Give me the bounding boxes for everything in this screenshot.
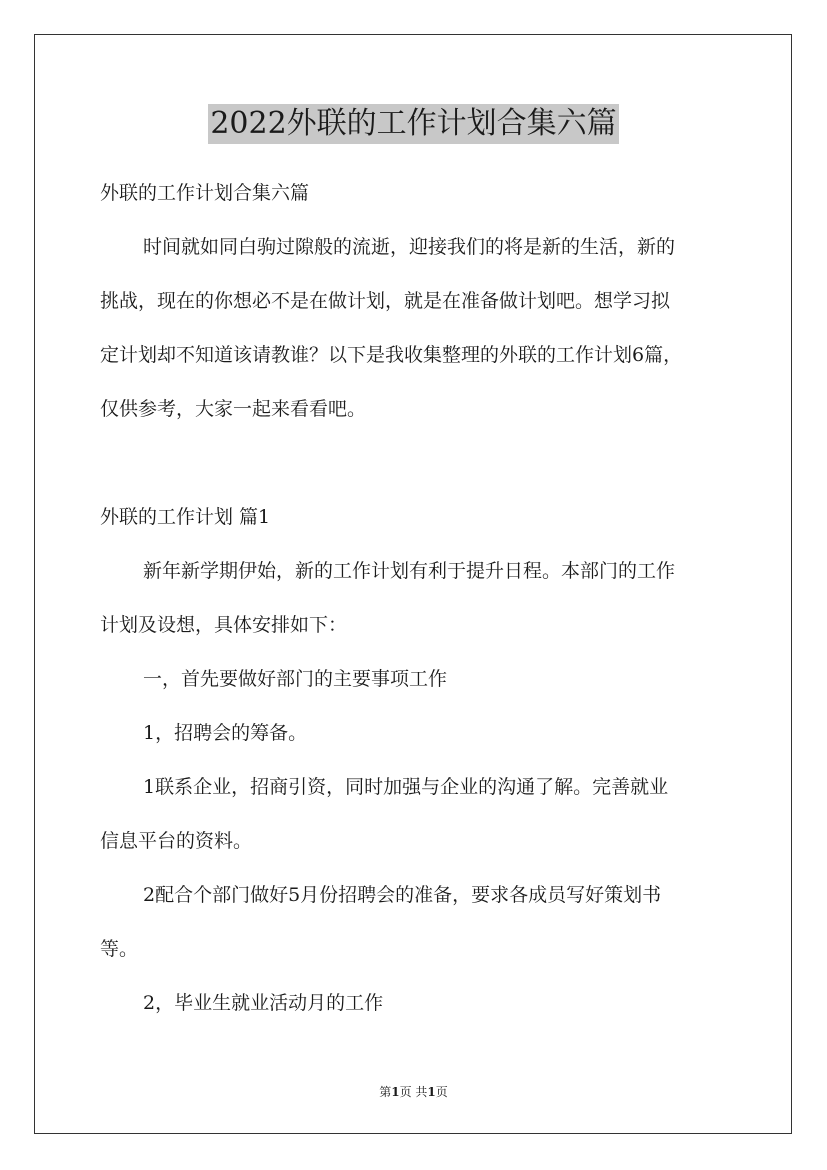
paragraph-line: 2，毕业生就业活动月的工作 <box>143 992 384 1014</box>
section-heading: 外联的工作计划 篇1 <box>100 506 271 528</box>
page-footer <box>0 1084 827 1100</box>
paragraph-line: 时间就如同白驹过隙般的流逝，迎接我们的将是新的生活，新的 <box>143 236 676 258</box>
paragraph-line: 新年新学期伊始，新的工作计划有利于提升日程。本部门的工作 <box>143 560 676 582</box>
paragraph-line: 信息平台的资料。 <box>100 830 253 852</box>
paragraph-line: 一，首先要做好部门的主要事项工作 <box>143 668 448 690</box>
footer-page-suffix: 页 <box>435 1085 448 1099</box>
footer-page-total: 1 <box>427 1085 436 1099</box>
subtitle-line: 外联的工作计划合集六篇 <box>100 182 310 204</box>
paragraph-line: 1，招聘会的筹备。 <box>143 722 308 744</box>
paragraph-line: 等。 <box>100 938 139 960</box>
document-title: 2022外联的工作计划合集六篇 <box>208 104 618 144</box>
paragraph-line: 定计划却不知道该请教谁？以下是我收集整理的外联的工作计划6篇， <box>100 344 683 366</box>
footer-page-prefix: 第 <box>379 1085 392 1099</box>
paragraph-line: 计划及设想，具体安排如下： <box>100 614 348 636</box>
title-wrap <box>0 104 827 144</box>
footer-page-mid: 页 共 <box>399 1085 428 1099</box>
paragraph-line: 挑战，现在的你想必不是在做计划，就是在准备做计划吧。想学习拟 <box>100 290 671 312</box>
footer-page-current: 1 <box>391 1085 400 1099</box>
paragraph-line: 1联系企业，招商引资，同时加强与企业的沟通了解。完善就业 <box>143 776 669 798</box>
paragraph-line: 仅供参考，大家一起来看看吧。 <box>100 398 367 420</box>
paragraph-line: 2配合个部门做好5月份招聘会的准备，要求各成员写好策划书 <box>143 884 662 906</box>
